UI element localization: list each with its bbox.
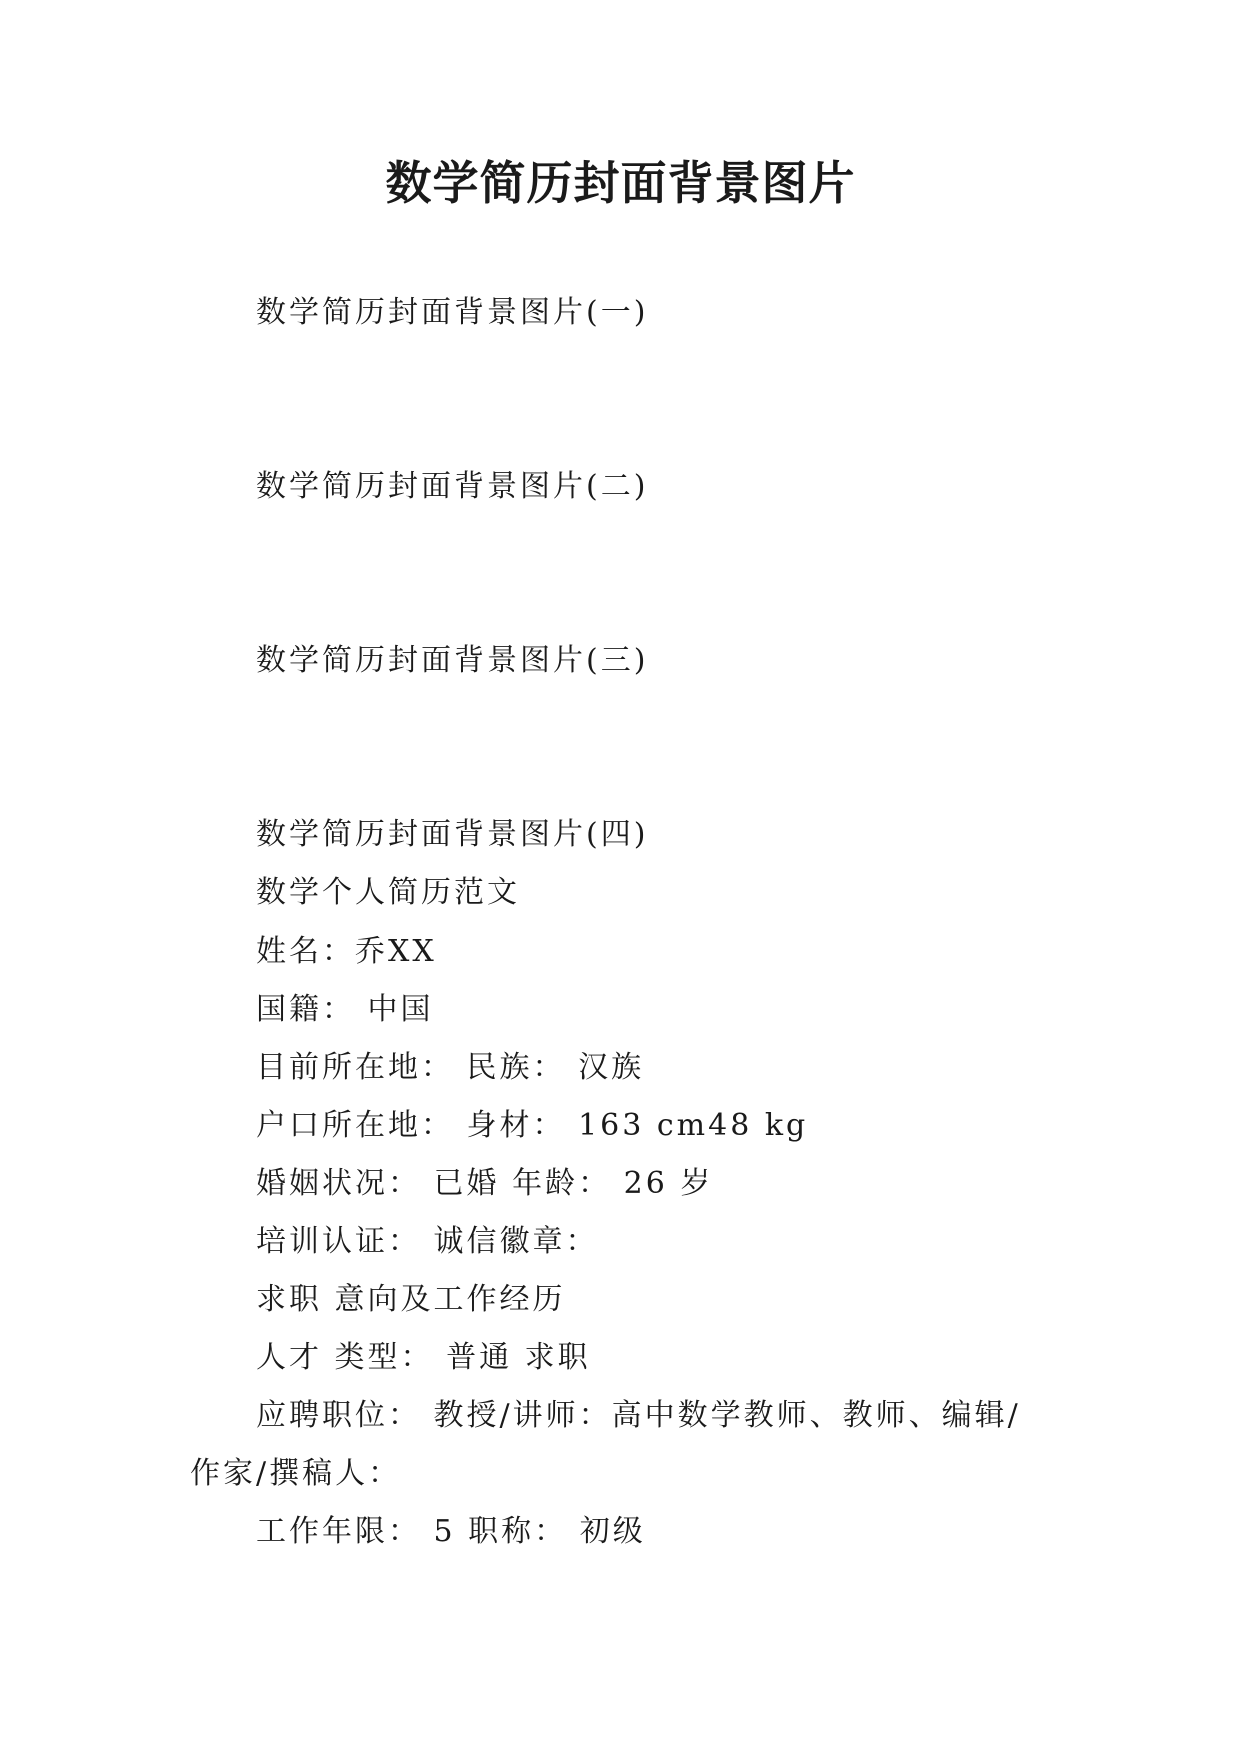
section-heading-4: 数学简历封面背景图片(四)	[256, 817, 649, 852]
field-nationality: 国籍： 中国	[256, 992, 434, 1027]
field-location-ethnicity: 目前所在地： 民族： 汉族	[256, 1050, 645, 1085]
field-experience-title: 工作年限： 5 职称： 初级	[256, 1514, 646, 1549]
section-heading-2: 数学简历封面背景图片(二)	[256, 469, 649, 504]
field-marital-age: 婚姻状况： 已婚 年龄： 26 岁	[256, 1166, 714, 1201]
field-job-intent-heading: 求职 意向及工作经历	[256, 1282, 566, 1317]
field-name: 姓名：乔XX	[256, 934, 437, 969]
field-position: 应聘职位： 教授/讲师：高中数学教师、教师、编辑/	[256, 1398, 1021, 1433]
resume-heading: 数学个人简历范文	[256, 875, 520, 910]
document-title: 数学简历封面背景图片	[385, 156, 856, 210]
field-position-continued: 作家/撰稿人：	[190, 1456, 402, 1491]
field-certification: 培训认证： 诚信徽章：	[256, 1224, 599, 1259]
field-hukou-physique: 户口所在地： 身材： 163 cm48 kg	[256, 1108, 809, 1143]
section-heading-3: 数学简历封面背景图片(三)	[256, 643, 649, 678]
field-talent-type: 人才 类型： 普通 求职	[256, 1340, 591, 1375]
section-heading-1: 数学简历封面背景图片(一)	[256, 295, 649, 330]
